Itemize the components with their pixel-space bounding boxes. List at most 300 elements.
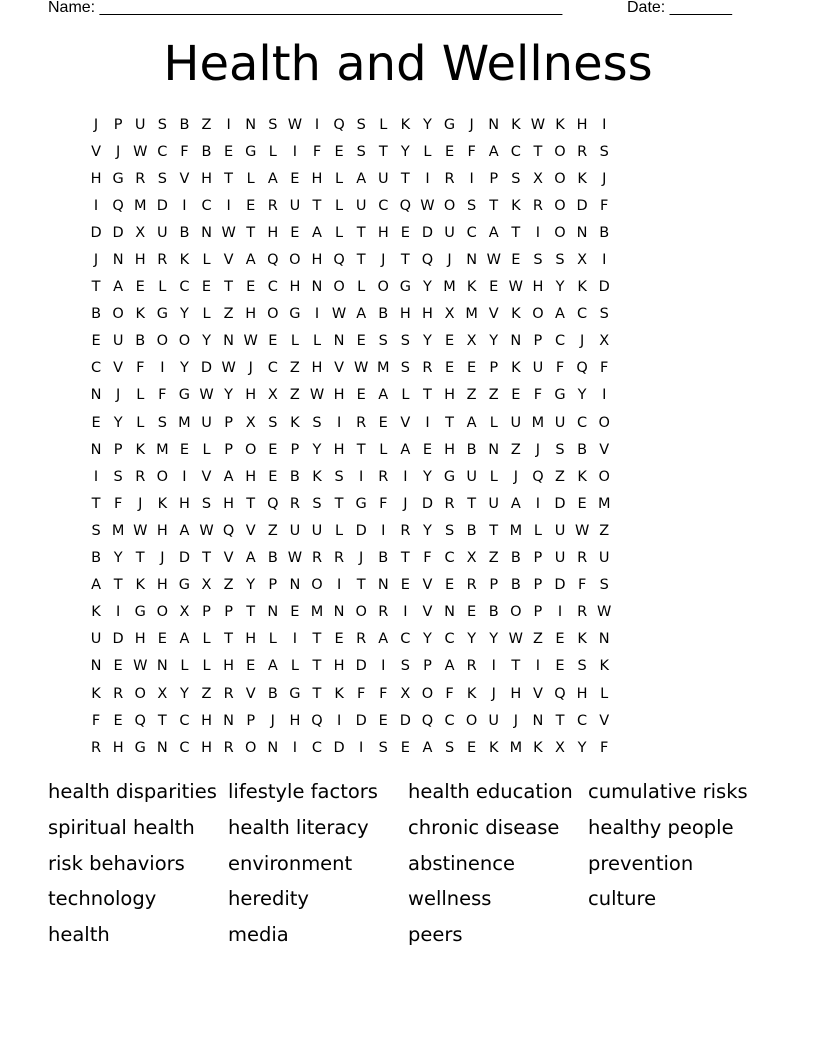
grid-letter[interactable]: E [268, 468, 278, 485]
grid-letter[interactable]: J [513, 468, 518, 485]
grid-letter[interactable]: F [600, 197, 609, 214]
grid-letter[interactable]: T [378, 143, 388, 160]
grid-letter[interactable]: W [287, 550, 303, 567]
grid-letter[interactable]: D [156, 197, 168, 214]
grid-letter[interactable]: E [444, 143, 455, 160]
grid-letter[interactable]: U [157, 224, 168, 241]
grid-letter[interactable]: A [267, 170, 278, 187]
grid-letter[interactable]: C [157, 143, 168, 160]
grid-letter[interactable]: N [90, 658, 102, 675]
grid-letter[interactable]: W [199, 387, 214, 404]
grid-letter[interactable]: Q [421, 712, 434, 729]
grid-letter[interactable]: T [202, 550, 211, 567]
grid-letter[interactable]: X [400, 685, 411, 702]
grid-letter[interactable]: H [289, 712, 301, 729]
grid-letter[interactable]: R [113, 685, 124, 702]
grid-letter[interactable]: K [135, 441, 145, 458]
grid-letter[interactable]: C [577, 712, 588, 729]
grid-letter[interactable]: S [157, 170, 167, 187]
grid-letter[interactable]: W [331, 306, 347, 323]
grid-letter[interactable]: X [555, 739, 565, 756]
grid-letter[interactable]: I [314, 306, 320, 323]
grid-letter[interactable]: E [489, 279, 499, 296]
grid-letter[interactable]: Y [312, 441, 322, 458]
grid-letter[interactable]: I [314, 116, 320, 133]
grid-letter[interactable]: E [467, 739, 477, 756]
grid-letter[interactable]: A [223, 468, 234, 485]
grid-letter[interactable]: H [90, 170, 102, 187]
grid-letter[interactable]: K [533, 739, 543, 756]
grid-letter[interactable]: F [467, 143, 476, 160]
grid-letter[interactable]: L [600, 685, 609, 702]
grid-letter[interactable]: C [577, 414, 588, 431]
grid-letter[interactable]: R [135, 468, 146, 485]
grid-letter[interactable]: O [178, 333, 191, 350]
grid-letter[interactable]: K [577, 170, 587, 187]
grid-letter[interactable]: L [489, 468, 498, 485]
date-field-line[interactable]: Date: _______ [627, 0, 732, 16]
grid-letter[interactable]: N [245, 116, 257, 133]
grid-letter[interactable]: Z [488, 387, 499, 404]
grid-letter[interactable]: M [597, 495, 611, 512]
grid-letter[interactable]: N [223, 712, 235, 729]
grid-letter[interactable]: F [312, 143, 322, 160]
grid-letter[interactable]: S [356, 143, 366, 160]
grid-letter[interactable]: I [226, 116, 231, 133]
grid-letter[interactable]: H [289, 279, 301, 296]
grid-letter[interactable]: B [267, 685, 278, 702]
grid-letter[interactable]: K [466, 685, 477, 702]
grid-letter[interactable]: Z [201, 116, 212, 133]
grid-letter[interactable]: S [201, 495, 212, 512]
grid-letter[interactable]: T [312, 658, 322, 675]
grid-letter[interactable]: T [467, 495, 477, 512]
grid-letter[interactable]: U [90, 631, 102, 648]
grid-letter[interactable]: C [179, 712, 190, 729]
grid-letter[interactable]: D [554, 495, 566, 512]
grid-letter[interactable]: R [444, 170, 455, 187]
grid-letter[interactable]: H [311, 170, 323, 187]
grid-letter[interactable]: Y [246, 577, 256, 594]
grid-letter[interactable]: T [246, 224, 256, 241]
grid-letter[interactable]: N [377, 577, 389, 594]
grid-letter[interactable]: E [555, 631, 565, 648]
grid-letter[interactable]: Y [179, 360, 189, 377]
grid-letter[interactable]: E [246, 197, 256, 214]
grid-letter[interactable]: V [334, 360, 345, 377]
grid-letter[interactable]: V [422, 577, 433, 594]
grid-letter[interactable]: Y [224, 387, 234, 404]
grid-letter[interactable]: Q [554, 685, 566, 702]
grid-letter[interactable]: T [533, 143, 543, 160]
grid-letter[interactable]: R [223, 685, 234, 702]
grid-letter[interactable]: V [91, 143, 101, 160]
grid-letter[interactable]: S [312, 414, 322, 431]
grid-letter[interactable]: O [598, 414, 610, 431]
grid-letter[interactable]: M [133, 197, 147, 214]
grid-letter[interactable]: N [90, 441, 102, 458]
grid-letter[interactable]: U [554, 550, 566, 567]
grid-letter[interactable]: C [554, 333, 566, 350]
grid-letter[interactable]: I [602, 116, 607, 133]
grid-letter[interactable]: W [508, 631, 523, 648]
grid-letter[interactable]: V [223, 550, 234, 567]
grid-letter[interactable]: L [268, 143, 277, 160]
grid-letter[interactable]: C [444, 550, 455, 567]
grid-letter[interactable]: Z [488, 550, 499, 567]
grid-letter[interactable]: J [447, 252, 452, 269]
grid-letter[interactable]: Z [510, 441, 521, 458]
grid-letter[interactable]: T [400, 252, 410, 269]
grid-letter[interactable]: R [157, 252, 168, 269]
grid-letter[interactable]: U [488, 495, 500, 512]
grid-letter[interactable]: L [423, 143, 432, 160]
grid-letter[interactable]: W [133, 658, 148, 675]
grid-letter[interactable]: N [333, 333, 345, 350]
grid-letter[interactable]: S [555, 441, 565, 458]
grid-letter[interactable]: W [287, 116, 303, 133]
grid-letter[interactable]: I [93, 468, 99, 485]
grid-letter[interactable]: S [334, 468, 344, 485]
grid-letter[interactable]: I [160, 360, 165, 377]
grid-letter[interactable]: E [113, 712, 123, 729]
grid-letter[interactable]: E [334, 143, 344, 160]
grid-letter[interactable]: K [577, 279, 587, 296]
grid-letter[interactable]: G [112, 170, 124, 187]
grid-letter[interactable]: D [355, 522, 367, 539]
grid-letter[interactable]: G [443, 116, 456, 133]
grid-letter[interactable]: O [443, 197, 456, 214]
grid-letter[interactable]: S [356, 116, 366, 133]
grid-letter[interactable]: Q [134, 712, 146, 729]
grid-letter[interactable]: U [112, 333, 124, 350]
grid-letter[interactable]: U [377, 170, 389, 187]
grid-letter[interactable]: R [267, 197, 278, 214]
grid-letter[interactable]: V [599, 712, 610, 729]
grid-letter[interactable]: O [355, 604, 367, 621]
grid-letter[interactable]: H [333, 387, 345, 404]
grid-letter[interactable]: P [113, 116, 123, 133]
grid-letter[interactable]: H [576, 685, 588, 702]
grid-letter[interactable]: Y [423, 631, 432, 648]
grid-letter[interactable]: I [425, 414, 430, 431]
grid-letter[interactable]: Y [489, 333, 499, 350]
grid-letter[interactable]: J [93, 116, 99, 133]
grid-letter[interactable]: C [444, 631, 455, 648]
grid-letter[interactable]: C [444, 712, 455, 729]
grid-letter[interactable]: I [359, 468, 364, 485]
grid-letter[interactable]: H [245, 631, 257, 648]
grid-letter[interactable]: A [356, 306, 367, 323]
grid-letter[interactable]: T [312, 685, 322, 702]
grid-letter[interactable]: H [444, 387, 455, 404]
grid-letter[interactable]: I [491, 658, 496, 675]
grid-letter[interactable]: S [533, 252, 543, 269]
grid-letter[interactable]: H [201, 712, 212, 729]
grid-letter[interactable]: O [134, 685, 146, 702]
grid-letter[interactable]: E [577, 495, 587, 512]
grid-letter[interactable]: B [466, 522, 477, 539]
grid-letter[interactable]: J [403, 495, 408, 512]
grid-letter[interactable]: W [597, 604, 612, 621]
grid-letter[interactable]: B [599, 224, 610, 241]
grid-letter[interactable]: S [268, 116, 278, 133]
grid-letter[interactable]: I [226, 197, 231, 214]
grid-letter[interactable]: R [577, 604, 588, 621]
grid-letter[interactable]: N [576, 224, 588, 241]
grid-letter[interactable]: E [91, 333, 101, 350]
grid-letter[interactable]: Y [423, 116, 432, 133]
grid-letter[interactable]: F [600, 360, 609, 377]
grid-letter[interactable]: R [378, 468, 389, 485]
grid-letter[interactable]: R [135, 170, 146, 187]
grid-letter[interactable]: C [179, 279, 190, 296]
grid-letter[interactable]: S [312, 495, 322, 512]
grid-letter[interactable]: I [292, 143, 298, 160]
grid-letter[interactable]: V [400, 414, 411, 431]
grid-letter[interactable]: V [599, 441, 610, 458]
grid-letter[interactable]: I [535, 224, 541, 241]
grid-letter[interactable]: Y [400, 143, 410, 160]
grid-letter[interactable]: L [379, 116, 388, 133]
grid-letter[interactable]: Y [489, 631, 499, 648]
grid-letter[interactable]: H [134, 252, 146, 269]
grid-letter[interactable]: F [113, 495, 123, 512]
grid-letter[interactable]: G [289, 685, 301, 702]
grid-letter[interactable]: T [246, 495, 256, 512]
grid-letter[interactable]: G [289, 306, 301, 323]
grid-letter[interactable]: I [381, 522, 386, 539]
grid-letter[interactable]: O [421, 685, 434, 702]
grid-letter[interactable]: P [489, 577, 499, 594]
grid-letter[interactable]: F [555, 360, 565, 377]
grid-letter[interactable]: W [354, 360, 369, 377]
grid-letter[interactable]: J [381, 252, 386, 269]
grid-letter[interactable]: N [532, 712, 544, 729]
grid-letter[interactable]: I [336, 712, 342, 729]
grid-letter[interactable]: Q [333, 252, 345, 269]
grid-letter[interactable]: P [489, 170, 499, 187]
grid-letter[interactable]: L [401, 387, 410, 404]
grid-letter[interactable]: T [312, 197, 322, 214]
grid-letter[interactable]: H [444, 441, 455, 458]
grid-letter[interactable]: L [158, 279, 167, 296]
grid-letter[interactable]: Q [222, 522, 235, 539]
grid-letter[interactable]: L [335, 197, 344, 214]
grid-letter[interactable]: J [93, 252, 99, 269]
grid-letter[interactable]: Y [577, 739, 587, 756]
grid-letter[interactable]: C [179, 739, 190, 756]
grid-letter[interactable]: N [156, 739, 168, 756]
grid-letter[interactable]: L [136, 414, 145, 431]
grid-letter[interactable]: B [378, 550, 389, 567]
grid-letter[interactable]: J [602, 170, 607, 187]
grid-letter[interactable]: S [444, 522, 455, 539]
grid-letter[interactable]: H [333, 441, 345, 458]
grid-letter[interactable]: U [466, 468, 477, 485]
grid-letter[interactable]: S [400, 360, 410, 377]
grid-letter[interactable]: W [133, 143, 148, 160]
grid-letter[interactable]: N [112, 252, 124, 269]
grid-letter[interactable]: J [469, 116, 474, 133]
grid-letter[interactable]: H [377, 224, 389, 241]
grid-letter[interactable]: C [201, 197, 212, 214]
grid-letter[interactable]: I [116, 604, 121, 621]
grid-letter[interactable]: Y [467, 631, 477, 648]
grid-letter[interactable]: E [378, 712, 388, 729]
grid-letter[interactable]: K [511, 116, 521, 133]
grid-letter[interactable]: X [466, 550, 477, 567]
grid-letter[interactable]: T [312, 631, 322, 648]
grid-letter[interactable]: A [444, 658, 455, 675]
grid-letter[interactable]: S [511, 170, 521, 187]
grid-letter[interactable]: F [533, 387, 543, 404]
grid-letter[interactable]: P [224, 441, 233, 458]
grid-letter[interactable]: K [157, 495, 168, 512]
grid-letter[interactable]: B [179, 224, 190, 241]
grid-letter[interactable]: X [201, 577, 212, 594]
grid-letter[interactable]: A [91, 577, 101, 594]
grid-letter[interactable]: E [334, 631, 344, 648]
grid-letter[interactable]: U [355, 197, 367, 214]
grid-letter[interactable]: R [91, 739, 102, 756]
grid-letter[interactable]: J [579, 333, 585, 350]
grid-letter[interactable]: U [554, 522, 566, 539]
grid-letter[interactable]: O [244, 441, 257, 458]
grid-letter[interactable]: N [466, 252, 478, 269]
grid-letter[interactable]: I [381, 658, 386, 675]
grid-letter[interactable]: A [378, 387, 389, 404]
grid-letter[interactable]: E [290, 224, 300, 241]
grid-letter[interactable]: T [555, 712, 565, 729]
grid-letter[interactable]: E [135, 279, 145, 296]
grid-letter[interactable]: E [290, 604, 300, 621]
grid-letter[interactable]: V [245, 522, 256, 539]
grid-letter[interactable]: T [113, 577, 123, 594]
grid-letter[interactable]: G [178, 387, 191, 404]
grid-letter[interactable]: L [335, 224, 344, 241]
grid-letter[interactable]: Y [179, 306, 189, 323]
grid-letter[interactable]: Q [267, 495, 279, 512]
grid-letter[interactable]: N [488, 441, 500, 458]
grid-letter[interactable]: E [268, 441, 278, 458]
grid-letter[interactable]: Z [223, 306, 234, 323]
grid-letter[interactable]: X [599, 333, 610, 350]
grid-letter[interactable]: E [113, 658, 123, 675]
grid-letter[interactable]: C [267, 279, 278, 296]
grid-letter[interactable]: V [422, 604, 433, 621]
grid-letter[interactable]: T [511, 224, 521, 241]
grid-letter[interactable]: H [576, 116, 588, 133]
grid-letter[interactable]: P [533, 604, 543, 621]
grid-letter[interactable]: N [267, 604, 279, 621]
grid-letter[interactable]: J [248, 360, 253, 377]
grid-letter[interactable]: G [178, 577, 191, 594]
grid-letter[interactable]: B [378, 306, 389, 323]
grid-letter[interactable]: D [355, 658, 367, 675]
grid-letter[interactable]: Q [421, 252, 434, 269]
grid-letter[interactable]: L [180, 658, 189, 675]
grid-letter[interactable]: N [488, 116, 500, 133]
grid-letter[interactable]: E [179, 441, 189, 458]
grid-letter[interactable]: A [400, 441, 411, 458]
grid-letter[interactable]: J [160, 550, 165, 567]
grid-letter[interactable]: Y [179, 685, 189, 702]
grid-letter[interactable]: W [508, 279, 523, 296]
grid-letter[interactable]: K [179, 252, 190, 269]
grid-letter[interactable]: P [533, 550, 543, 567]
grid-letter[interactable]: D [598, 279, 610, 296]
grid-letter[interactable]: E [467, 604, 477, 621]
grid-letter[interactable]: L [489, 414, 498, 431]
grid-letter[interactable]: I [535, 495, 541, 512]
grid-letter[interactable]: L [379, 441, 388, 458]
grid-letter[interactable]: Z [466, 387, 477, 404]
grid-letter[interactable]: E [444, 360, 455, 377]
grid-letter[interactable]: X [577, 252, 588, 269]
grid-letter[interactable]: T [445, 414, 454, 431]
grid-letter[interactable]: H [422, 306, 433, 323]
grid-letter[interactable]: M [509, 522, 523, 539]
grid-letter[interactable]: Q [333, 116, 345, 133]
grid-letter[interactable]: P [113, 441, 123, 458]
grid-letter[interactable]: E [444, 333, 455, 350]
grid-letter[interactable]: H [532, 279, 544, 296]
grid-letter[interactable]: E [91, 414, 101, 431]
grid-letter[interactable]: V [532, 685, 543, 702]
grid-letter[interactable]: S [113, 468, 123, 485]
grid-letter[interactable]: Z [289, 360, 300, 377]
grid-letter[interactable]: E [290, 170, 300, 187]
grid-letter[interactable]: P [224, 414, 233, 431]
grid-letter[interactable]: E [400, 577, 410, 594]
grid-letter[interactable]: F [136, 360, 145, 377]
grid-letter[interactable]: L [335, 522, 344, 539]
grid-letter[interactable]: M [509, 739, 523, 756]
grid-letter[interactable]: G [399, 279, 411, 296]
grid-letter[interactable]: T [334, 495, 344, 512]
grid-letter[interactable]: E [157, 631, 167, 648]
grid-letter[interactable]: W [133, 522, 148, 539]
grid-letter[interactable]: B [179, 116, 190, 133]
grid-letter[interactable]: Q [399, 197, 412, 214]
grid-letter[interactable]: A [113, 279, 124, 296]
grid-letter[interactable]: F [423, 550, 432, 567]
grid-letter[interactable]: K [577, 468, 587, 485]
grid-letter[interactable]: S [599, 306, 609, 323]
grid-letter[interactable]: U [488, 712, 500, 729]
grid-letter[interactable]: H [245, 387, 257, 404]
grid-letter[interactable]: B [91, 550, 102, 567]
grid-letter[interactable]: S [378, 333, 388, 350]
grid-letter[interactable]: I [182, 197, 187, 214]
grid-letter[interactable]: O [244, 739, 257, 756]
grid-letter[interactable]: T [91, 279, 101, 296]
grid-letter[interactable]: L [202, 306, 211, 323]
grid-letter[interactable]: T [356, 441, 366, 458]
grid-letter[interactable]: S [157, 116, 167, 133]
grid-letter[interactable]: Y [423, 279, 432, 296]
grid-letter[interactable]: U [554, 414, 566, 431]
grid-letter[interactable]: I [403, 604, 408, 621]
grid-letter[interactable]: N [90, 387, 102, 404]
grid-letter[interactable]: X [157, 685, 168, 702]
grid-letter[interactable]: J [116, 143, 121, 160]
grid-letter[interactable]: O [598, 468, 610, 485]
grid-letter[interactable]: L [290, 658, 299, 675]
grid-letter[interactable]: R [466, 577, 477, 594]
grid-letter[interactable]: Q [532, 468, 544, 485]
